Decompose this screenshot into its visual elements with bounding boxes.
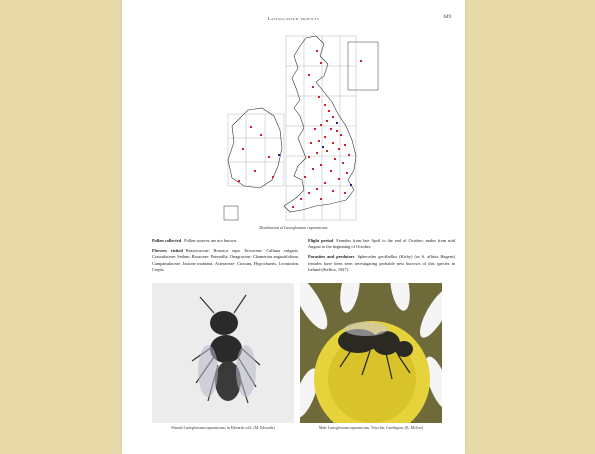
flight-paragraph <box>308 238 455 250</box>
parasites-paragraph <box>308 254 455 273</box>
left-column <box>152 238 299 277</box>
ireland-grid <box>228 114 284 186</box>
right-column <box>308 238 455 277</box>
flight-text: Females from late April to the end of October; males from mid August to the beginning of October. <box>308 238 455 250</box>
pollen-heading: Pollen collected <box>152 238 182 243</box>
male-bee-on-daisy-photo <box>300 283 442 423</box>
female-photo-caption: Female Lasioglossum cupromicans, in Edwards coll., (M. Edwards) <box>171 426 275 430</box>
map-caption: Distribution of Lasioglossum cupromicans <box>259 225 328 230</box>
page-number: 649 <box>443 15 451 20</box>
parasites-text: Sphecodes geoffrellus (Kirby) (as S. affinis Hagens) females have been seen investigating probable nest burrows of this species in Ireland (Stelfox, 1927). <box>308 254 455 272</box>
parasites-heading: Parasites and predators <box>308 254 355 260</box>
pollen-paragraph <box>152 238 299 244</box>
book-page <box>122 0 465 454</box>
flowers-paragraph <box>152 248 299 273</box>
male-photo-caption: Male Lasioglossum cupromicans, Ynys-hir, Ceredigion, (K. McGee) <box>318 426 424 430</box>
flowers-heading: Flowers visited <box>152 248 183 254</box>
pollen-text: Pollen sources are not known. <box>184 238 237 243</box>
channel-islands-inset <box>224 206 238 220</box>
record-dots <box>238 50 362 208</box>
old-record-dots <box>278 122 352 186</box>
flight-heading: Flight period <box>308 238 334 243</box>
distribution-map <box>220 30 380 222</box>
female-bee-photo <box>152 283 294 423</box>
flowers-text: Brassicaceae: Brassica rapa. Ericaceae: Calluna vulgaris. Crassulaceae: Sedum. Rosaceae: Potentilla. Onagraceae: Chamerion angustifolium. Campanulaceae: Jasione montana. Asteraceae: Cirsium, Hypochaeris, Leontodon, Crepis. <box>152 248 299 272</box>
running-head: Lasioglossum profiles <box>267 16 320 21</box>
